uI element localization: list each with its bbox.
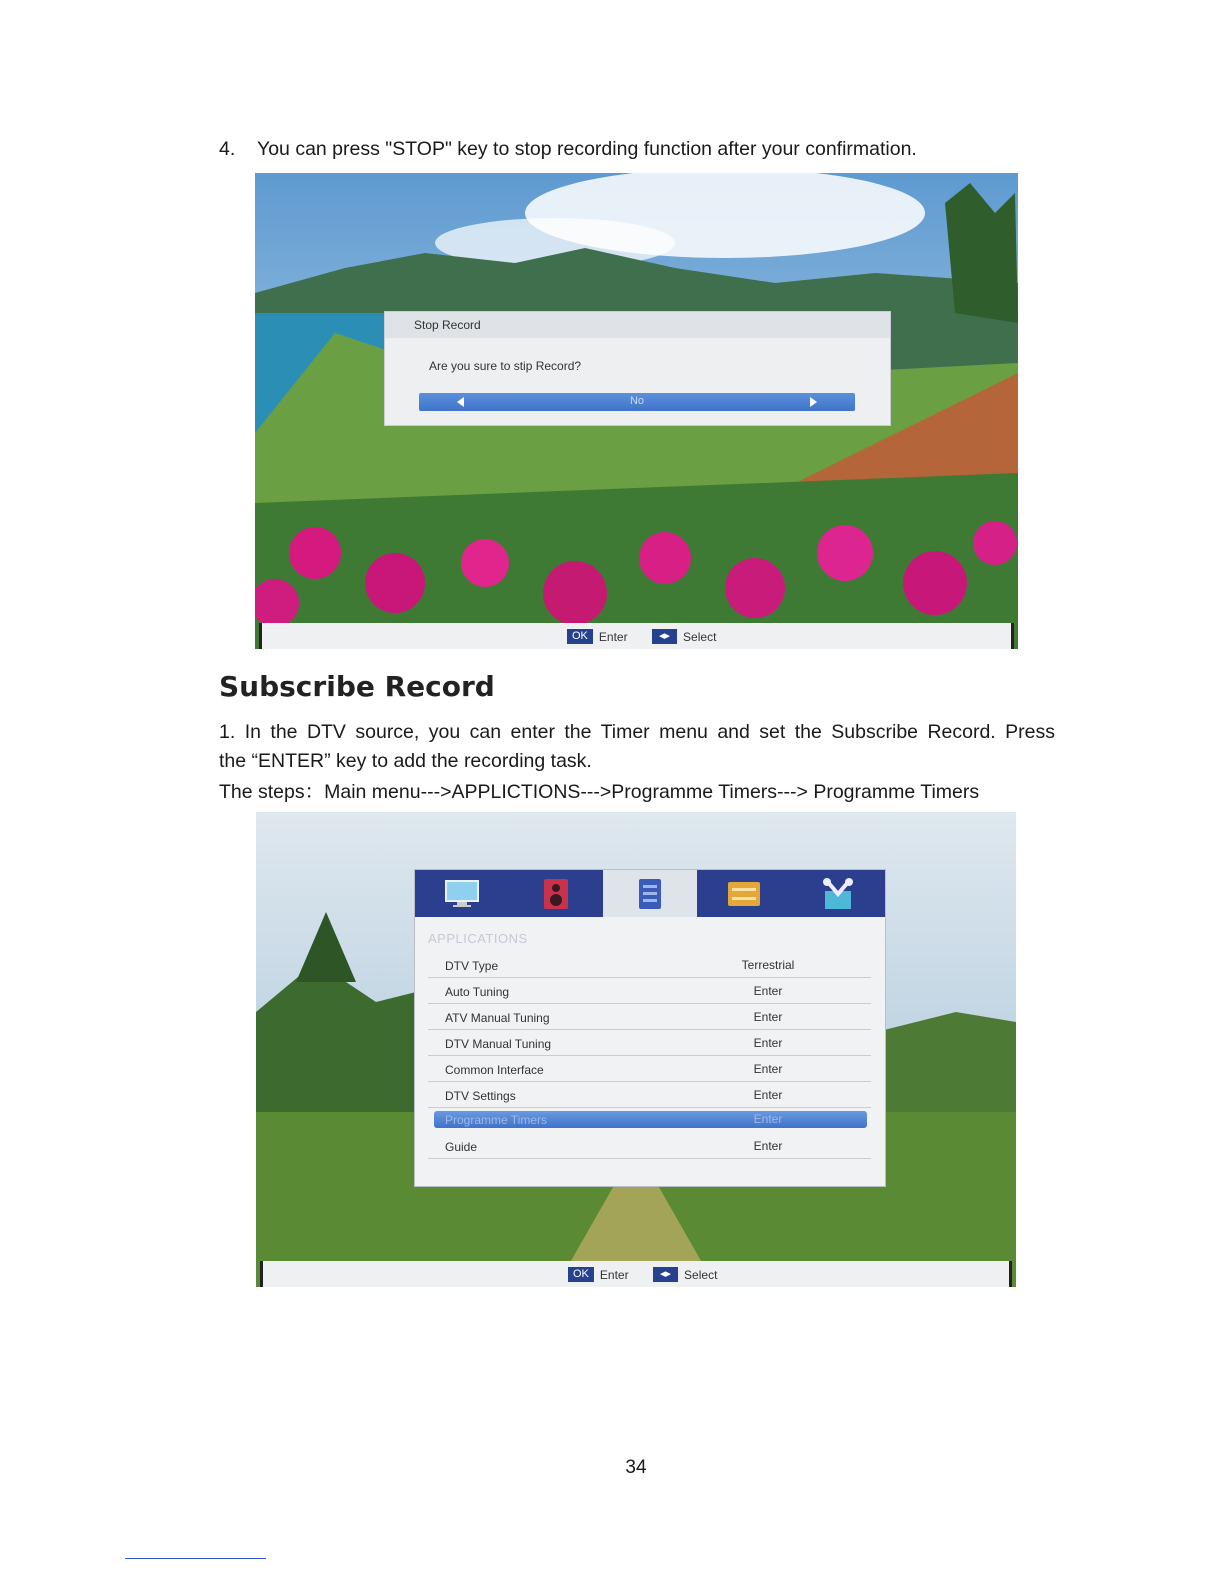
- selector-value: No: [629, 395, 645, 407]
- arrow-right-icon[interactable]: [810, 397, 817, 407]
- applications-icon: [638, 878, 662, 910]
- menu-item-value: Enter: [753, 1036, 783, 1050]
- menu-item-auto-tuning[interactable]: [428, 978, 871, 1004]
- confirm-selector[interactable]: [419, 393, 855, 411]
- menu-item-dtv-type[interactable]: [428, 952, 871, 978]
- menu-item-label: ATV Manual Tuning: [445, 1011, 550, 1025]
- menu-item-programme-timers[interactable]: [434, 1111, 867, 1128]
- menu-item-atv-manual-tuning[interactable]: [428, 1004, 871, 1030]
- menu-item-value: Enter: [753, 1088, 783, 1102]
- sound-icon: [543, 878, 569, 910]
- step-text: You can press "STOP" key to stop recording function after your confirmation.: [257, 138, 917, 160]
- menu-item-label: Auto Tuning: [445, 985, 510, 999]
- navigate-key-icon: ◂▸: [652, 629, 677, 644]
- instruction-paragraph: [219, 718, 1055, 776]
- step-4-line: [219, 138, 917, 161]
- navigate-key-icon: ◂▸: [653, 1267, 678, 1282]
- hint-select: [652, 629, 716, 644]
- hint-select: [653, 1267, 717, 1282]
- tab-sound[interactable]: [509, 870, 603, 917]
- menu-item-dtv-settings[interactable]: [428, 1082, 871, 1108]
- tab-applications[interactable]: [603, 870, 697, 917]
- tab-options[interactable]: [697, 870, 791, 917]
- menu-item-guide[interactable]: [428, 1133, 871, 1159]
- settings-menu: [414, 869, 886, 1187]
- options-icon: [728, 882, 760, 906]
- menu-list: [428, 952, 871, 1159]
- menu-item-dtv-manual-tuning[interactable]: [428, 1030, 871, 1056]
- ok-key-icon: OK: [567, 629, 593, 644]
- menu-item-label: Programme Timers: [445, 1113, 548, 1127]
- dialog-title: Stop Record: [385, 312, 890, 338]
- menu-item-label: DTV Type: [445, 959, 499, 973]
- menu-item-value: Enter: [753, 1010, 783, 1024]
- menu-item-label: Guide: [445, 1140, 478, 1154]
- hint-enter-label: Enter: [598, 629, 628, 644]
- menu-item-label: Common Interface: [445, 1063, 544, 1077]
- picture-icon: [445, 879, 479, 909]
- step-number: 4.: [219, 138, 236, 160]
- menu-item-label: DTV Settings: [445, 1089, 516, 1103]
- menu-item-common-interface[interactable]: [428, 1056, 871, 1082]
- applications-menu-screenshot: [256, 812, 1016, 1287]
- footnote-rule: [125, 1558, 266, 1559]
- menu-item-value: Enter: [753, 984, 783, 998]
- stop-record-screenshot: [255, 173, 1018, 649]
- tab-setup[interactable]: [791, 870, 885, 917]
- hint-bar: [259, 623, 1014, 649]
- page-number: 34: [625, 1457, 647, 1478]
- para-line-2: the “ENTER” key to add the recording task.: [219, 750, 592, 772]
- hint-select-label: Select: [683, 629, 717, 644]
- menu-section-label: APPLICATIONS: [428, 931, 528, 946]
- menu-tabs: [415, 870, 885, 917]
- para-line-1: 1. In the DTV source, you can enter the Timer menu and set the Subscribe Record. Press: [219, 721, 1055, 743]
- menu-item-label: DTV Manual Tuning: [445, 1037, 552, 1051]
- hint-enter: [568, 1267, 629, 1282]
- menu-item-value: Enter: [753, 1112, 783, 1126]
- ok-key-icon: OK: [568, 1267, 594, 1282]
- hint-select-label: Select: [684, 1267, 718, 1282]
- tab-picture[interactable]: [415, 870, 509, 917]
- setup-icon: [821, 877, 855, 911]
- steps-line: The steps：Main menu--->APPLICTIONS--->Programme Timers---> Programme Timers: [219, 781, 980, 803]
- menu-item-value: Enter: [753, 1139, 783, 1153]
- section-title: Subscribe Record: [219, 670, 495, 703]
- menu-item-value: Enter: [753, 1062, 783, 1076]
- menu-item-value: Terrestrial: [741, 958, 795, 972]
- dialog-message: Are you sure to stip Record?: [429, 359, 582, 373]
- stop-record-dialog: [384, 311, 891, 426]
- hint-enter: [567, 629, 628, 644]
- hint-bar: [260, 1261, 1012, 1287]
- hint-enter-label: Enter: [599, 1267, 629, 1282]
